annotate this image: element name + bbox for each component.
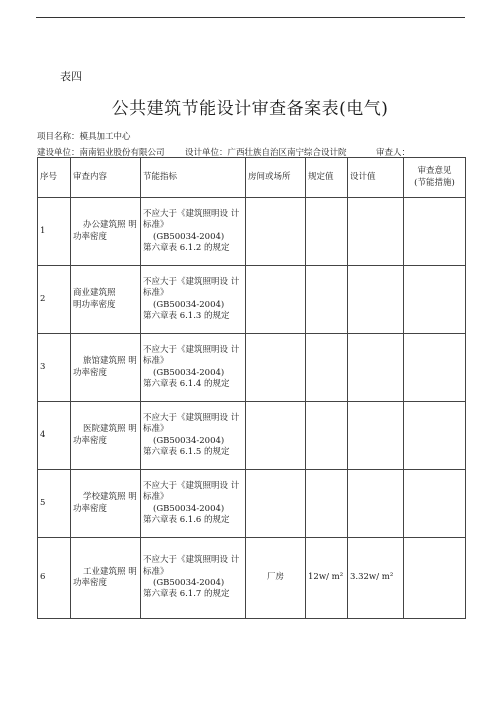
table-row	[38, 198, 466, 266]
row-content: 商业建筑照 明功率密度	[71, 266, 141, 334]
row-index: 不应大于《建筑照明设 计 标准》 (GB50034-2004) 第六章表 6.1.5 的规定	[141, 402, 246, 470]
project-value: 模具加工中心	[79, 132, 131, 142]
row-opinion	[404, 334, 466, 402]
row-opinion	[404, 402, 466, 470]
header-content: 审查内容	[71, 158, 141, 198]
row-design	[348, 198, 404, 266]
row-room	[246, 266, 306, 334]
table-row	[38, 538, 466, 619]
row-no: 6	[38, 538, 71, 619]
row-room	[246, 198, 306, 266]
row-index: 不应大于《建筑照明设 计 标准》 (GB50034-2004) 第六章表 6.1.4 的规定	[141, 334, 246, 402]
row-opinion	[404, 538, 466, 619]
designer-value: 广西壮族自治区南宁综合设计院	[227, 148, 347, 158]
row-content: 工业建筑照 明 功率密度	[71, 538, 141, 619]
row-spec: 12w/ m²	[306, 538, 348, 619]
row-no: 5	[38, 470, 71, 538]
row-content: 医院建筑照 明 功率密度	[71, 402, 141, 470]
table-label: 表四	[60, 70, 82, 83]
header-opinion-line2: (节能措施)	[414, 177, 455, 188]
table-row	[38, 402, 466, 470]
owner-label: 建设单位：	[37, 148, 80, 158]
header-spec: 规定值	[306, 158, 348, 198]
row-room	[246, 334, 306, 402]
row-index: 不应大于《建筑照明设 计 标准》 (GB50034-2004) 第六章表 6.1.7 的规定	[141, 538, 246, 619]
row-spec	[306, 470, 348, 538]
project-label: 项目名称：	[37, 132, 80, 142]
row-index: 不应大于《建筑照明设 计 标准》 (GB50034-2004) 第六章表 6.1.6 的规定	[141, 470, 246, 538]
row-no: 1	[38, 198, 71, 266]
table-row	[38, 470, 466, 538]
row-design	[348, 402, 404, 470]
row-design	[348, 266, 404, 334]
row-content: 办公建筑照 明 功率密度	[71, 198, 141, 266]
header-opinion	[404, 158, 466, 198]
row-index: 不应大于《建筑照明设 计 标准》 (GB50034-2004) 第六章表 6.1.2 的规定	[141, 198, 246, 266]
table-header-row	[38, 158, 466, 198]
row-content: 旅馆建筑照 明 功率密度	[71, 334, 141, 402]
row-design	[348, 470, 404, 538]
row-room	[246, 470, 306, 538]
review-table	[37, 157, 466, 619]
row-no: 2	[38, 266, 71, 334]
project-line	[37, 130, 131, 142]
row-no: 3	[38, 334, 71, 402]
header-design: 设计值	[348, 158, 404, 198]
owner-value: 南南铝业股份有限公司	[79, 148, 165, 158]
row-opinion	[404, 266, 466, 334]
page-title: 公共建筑节能设计审查备案表(电气)	[111, 99, 389, 119]
row-design	[348, 334, 404, 402]
row-spec	[306, 198, 348, 266]
row-no: 4	[38, 402, 71, 470]
header-opinion-line1: 审查意见	[417, 166, 452, 177]
row-room: 厂房	[246, 538, 306, 619]
row-spec	[306, 402, 348, 470]
header-room: 房间或场所	[246, 158, 306, 198]
row-spec	[306, 334, 348, 402]
row-opinion	[404, 470, 466, 538]
row-opinion	[404, 198, 466, 266]
designer-label: 设计单位：	[185, 148, 228, 158]
table-row	[38, 266, 466, 334]
header-no: 序号	[38, 158, 71, 198]
row-spec	[306, 266, 348, 334]
table-row	[38, 334, 466, 402]
row-content: 学校建筑照 明 功率密度	[71, 470, 141, 538]
row-index: 不应大于《建筑照明设 计 标准》 (GB50034-2004) 第六章表 6.1.3 的规定	[141, 266, 246, 334]
reviewer-label: 审查人：	[376, 148, 411, 158]
row-design: 3.32w/ m²	[348, 538, 404, 619]
header-index: 节能指标	[141, 158, 246, 198]
top-rule	[36, 17, 465, 18]
row-room	[246, 402, 306, 470]
